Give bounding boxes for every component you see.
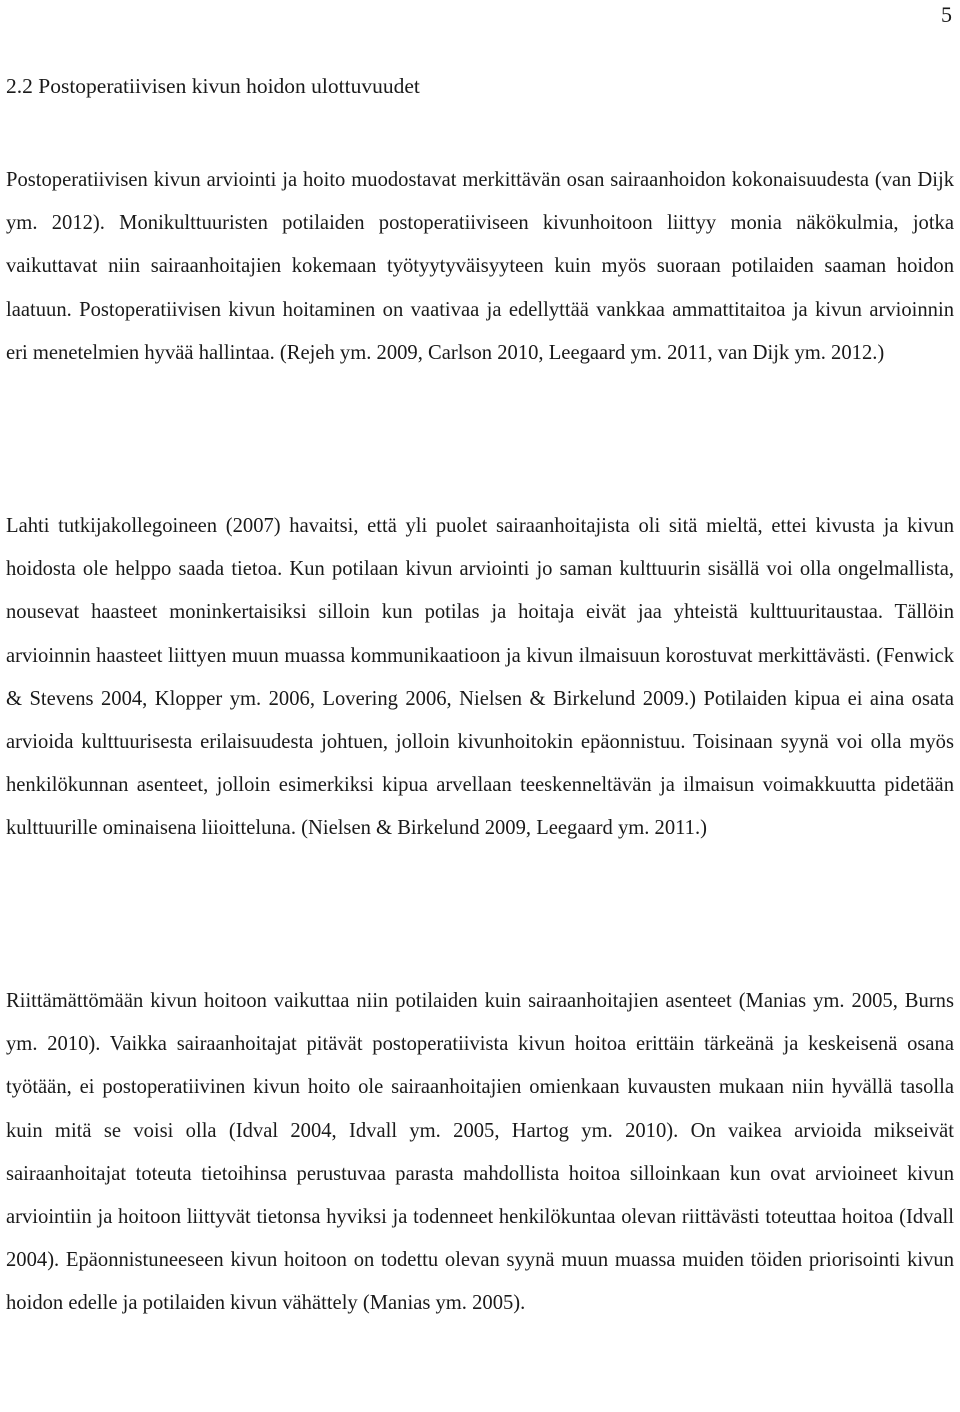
body-paragraph: Lahti tutkijakollegoineen (2007) havaitsi, että yli puolet sairaanhoitajista oli sitä mieltä, ettei kivusta ja kivun hoidosta ole helppo saada tietoa. Kun potilaan kivun arviointi jo saman kulttuurin sisällä voi olla ongelmallista, nousevat haasteet moninkertaisiksi silloin kun potilas ja hoitaja eivät jaa yhteistä kulttuuritaustaa. Tällöin arvioinnin haasteet liittyen muun muassa kommunikaatioon ja kivun ilmaisuun korostuvat merkittävästi. (Fenwick & Stevens 2004, Klopper ym. 2006, Lovering 2006, Nielsen & Birkelund 2009.) Potilaiden kipua ei aina osata arvioida kulttuurisesta erilaisuudesta johtuen, jolloin kivunhoitokin epäonnistuu. Toisinaan syynä voi olla myös henkilökunnan asenteet, jolloin esimerkiksi kipua arvellaan teeskenneltävän ja ilmaisun voimakkuutta pidetään kulttuurille ominaisena liioitteluna. (Nielsen & Birkelund 2009, Leegaard ym. 2011.)	[6, 515, 954, 840]
page-number: 5	[941, 2, 952, 27]
section-heading: 2.2 Postoperatiivisen kivun hoidon ulottuvuudet	[6, 74, 420, 98]
body-paragraph: Riittämättömään kivun hoitoon vaikuttaa niin potilaiden kuin sairaanhoitajien asenteet (Manias ym. 2005, Burns ym. 2010). Vaikka sairaanhoitajat pitävät postoperatiivista kivun hoitoa erittäin tärkeänä ja keskeisenä osana työtään, ei postoperatiivinen kivun hoito ole sairaanhoitajien omienkaan kuvausten mukaan niin hyvällä tasolla kuin mitä se voisi olla (Idval 2004, Idvall ym. 2005, Hartog ym. 2010). On vaikea arvioida mikseivät sairaanhoitajat toteuta tietoihinsa perustuvaa parasta mahdollista hoitoa silloinkaan kun ovat arvioineet kivun arviointiin ja hoitoon liittyvät tietonsa hyviksi ja todenneet henkilökuntaa olevan riittävästi toteuttaa hoitoa (Idvall 2004). Epäonnistuneeseen kivun hoitoon on todettu olevan syynä muun muassa muiden töiden priorisointi kivun hoidon edelle ja potilaiden kivun vähättely (Manias ym. 2005).	[6, 990, 954, 1315]
body-paragraph: Postoperatiivisen kivun arviointi ja hoito muodostavat merkittävän osan sairaanhoidon kokonaisuudesta (van Dijk ym. 2012). Monikulttuuristen potilaiden postoperatiiviseen kivunhoitoon liittyy monia näkökulmia, jotka vaikuttavat niin sairaanhoitajien kokemaan työtyytyväisyyteen kuin myös suoraan potilaiden saaman hoidon laatuun. Postoperatiivisen kivun hoitaminen on vaativaa ja edellyttää vankkaa ammattitaitoa ja kivun arvioinnin eri menetelmien hyvää hallintaa. (Rejeh ym. 2009, Carlson 2010, Leegaard ym. 2011, van Dijk ym. 2012.)	[6, 169, 954, 364]
